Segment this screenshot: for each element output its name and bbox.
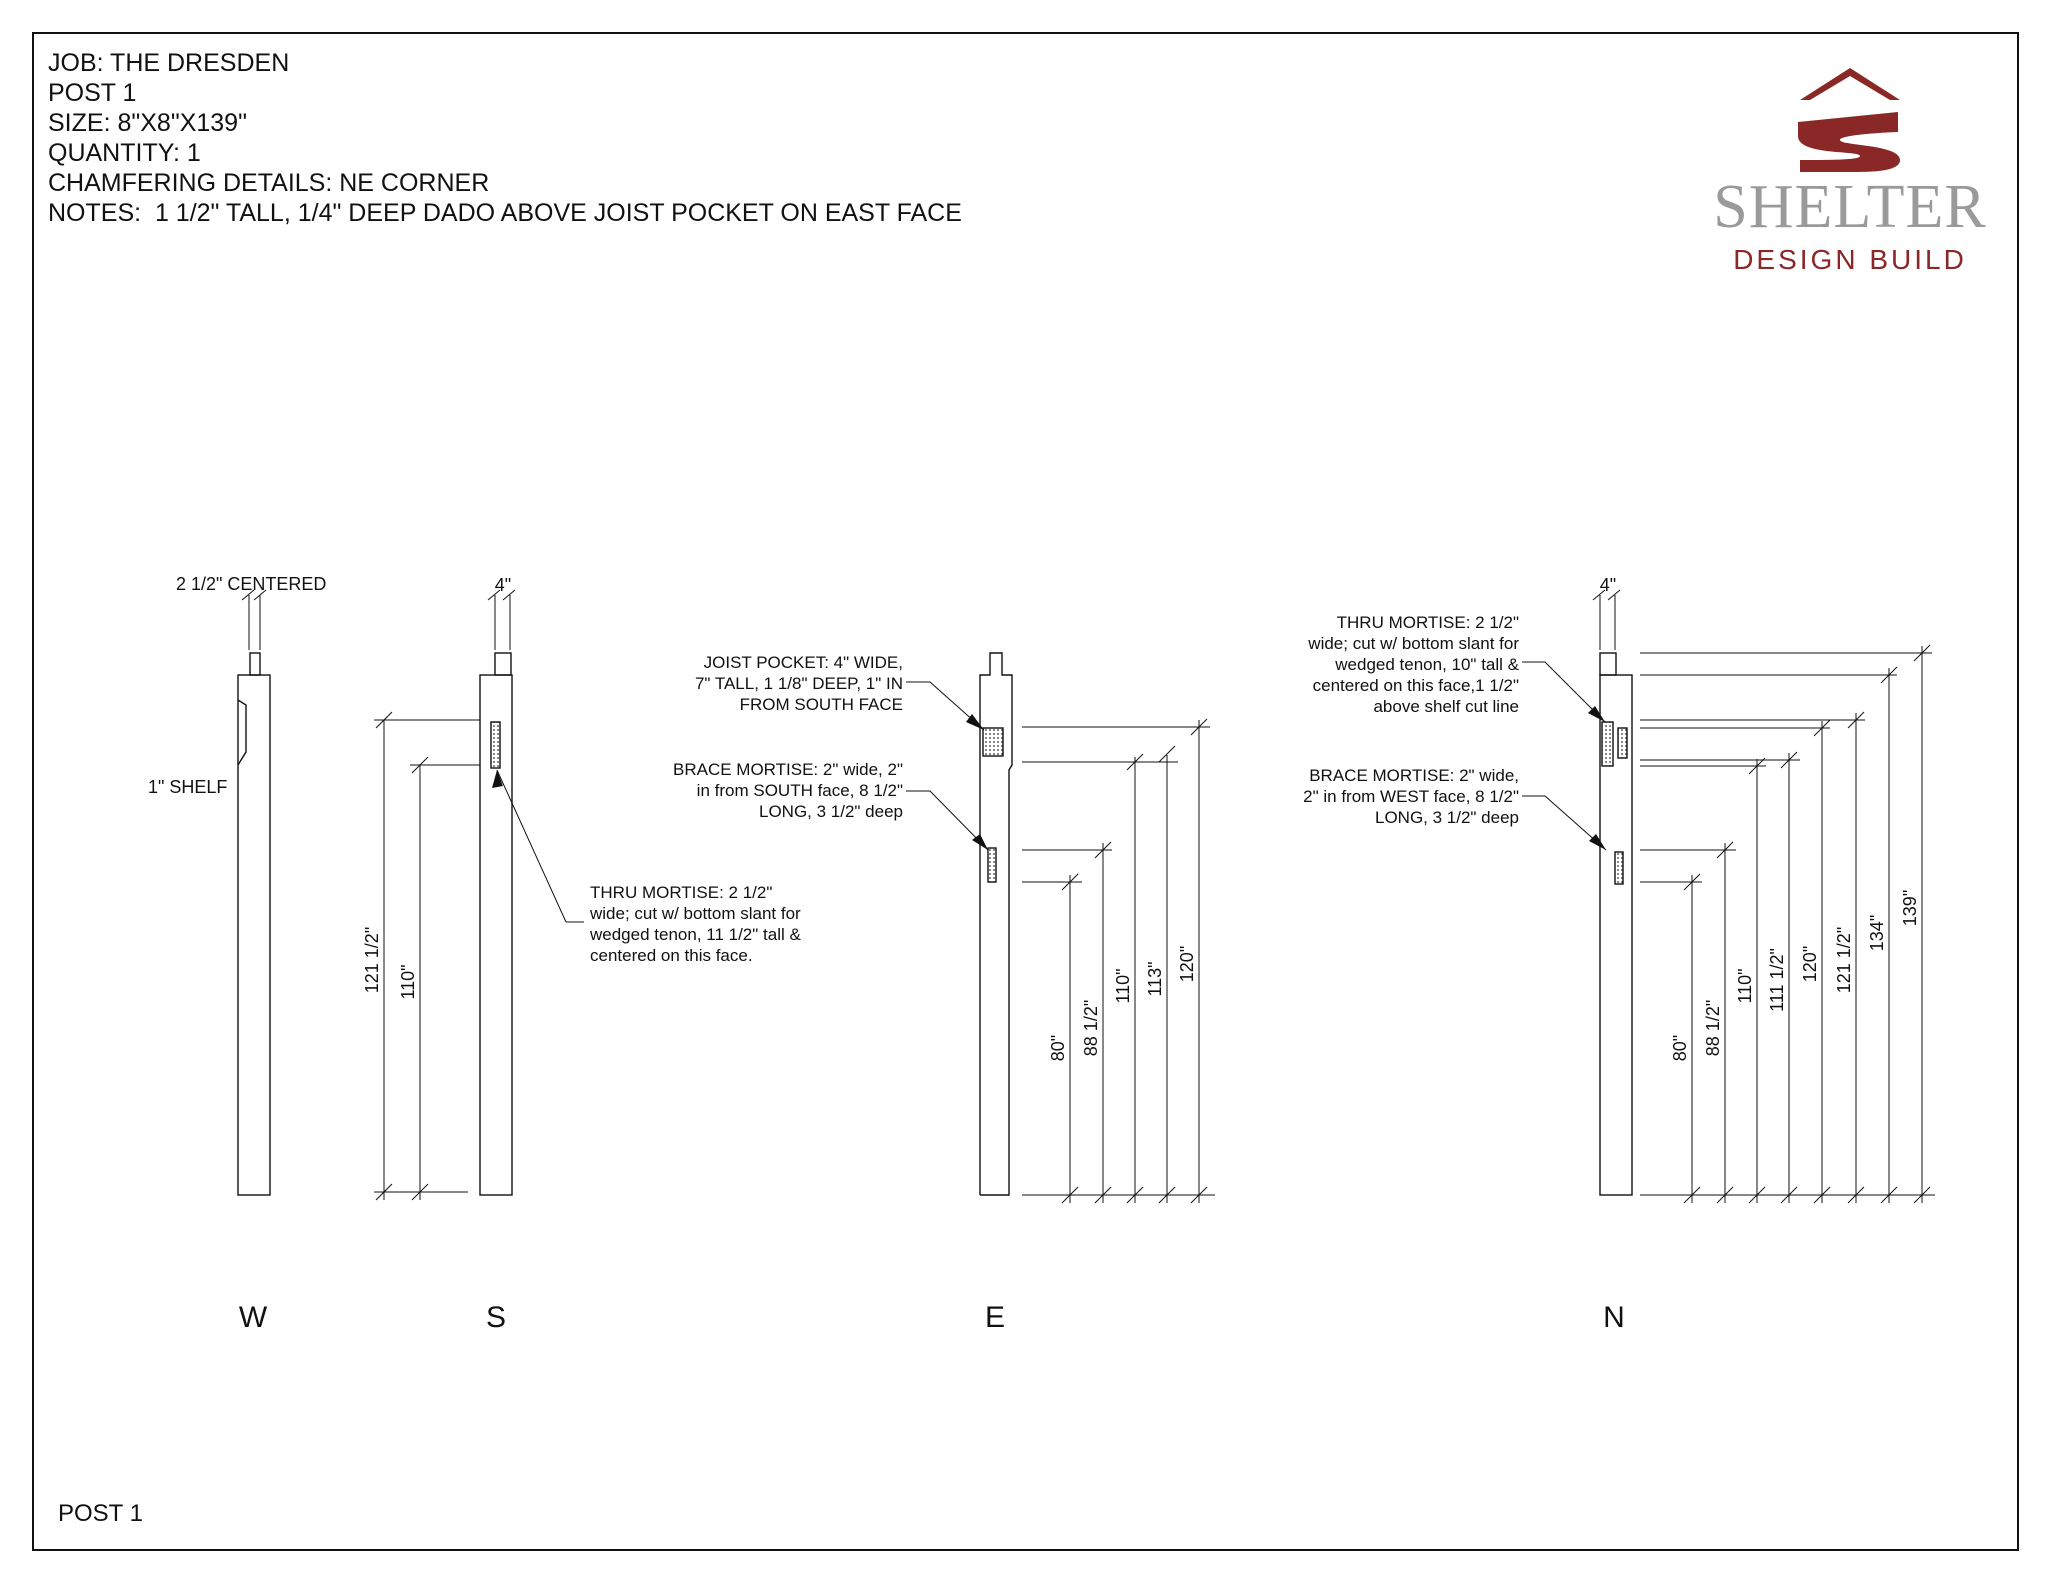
job-line: JOB: THE DRESDEN xyxy=(48,49,290,77)
west-centered-note: 2 1/2" CENTERED xyxy=(176,574,327,594)
footer-post-label: POST 1 xyxy=(58,1500,143,1527)
north-view xyxy=(1522,590,1935,1203)
north-thru-mortise xyxy=(1602,722,1613,766)
svg-text:120": 120" xyxy=(1800,945,1820,983)
east-brace-mortise xyxy=(988,848,996,882)
west-post-outline xyxy=(238,675,270,1195)
east-joist-pocket xyxy=(983,728,1003,756)
svg-text:wedged tenon, 11 1/2" tall &: wedged tenon, 11 1/2" tall & xyxy=(590,925,801,944)
west-view xyxy=(238,590,270,1195)
svg-text:113": 113" xyxy=(1145,961,1165,997)
west-tenon xyxy=(250,653,260,675)
face-label-west: W xyxy=(238,1301,268,1334)
svg-text:110": 110" xyxy=(1735,968,1755,1004)
south-tenon xyxy=(495,653,511,675)
south-thru-mortise xyxy=(491,722,500,768)
svg-text:THRU MORTISE: 2 1/2": THRU MORTISE: 2 1/2" xyxy=(590,883,773,902)
svg-text:BRACE MORTISE: 2" wide, 2": BRACE MORTISE: 2" wide, 2" xyxy=(673,760,903,779)
north-tenon xyxy=(1600,653,1616,675)
svg-text:in from SOUTH face, 8 1/2": in from SOUTH face, 8 1/2" xyxy=(696,781,903,800)
svg-text:wedged tenon, 10" tall &: wedged tenon, 10" tall & xyxy=(1335,655,1519,674)
north-width-dim: 4" xyxy=(1599,575,1617,595)
north-brace-callout xyxy=(1303,766,1519,827)
notes-line: NOTES: 1 1/2" TALL, 1/4" DEEP DADO ABOVE JOIST POCKET ON EAST FACE xyxy=(48,199,962,227)
quantity-line: QUANTITY: 1 xyxy=(48,139,201,167)
svg-text:80": 80" xyxy=(1048,1034,1068,1062)
svg-text:7" TALL, 1 1/8" DEEP, 1" IN: 7" TALL, 1 1/8" DEEP, 1" IN xyxy=(694,674,903,693)
svg-text:139": 139" xyxy=(1900,889,1920,927)
west-shelf-note: 1" SHELF xyxy=(148,777,228,797)
south-view xyxy=(374,590,584,1200)
south-dim-110: 110" xyxy=(398,964,418,1000)
svg-text:FROM SOUTH FACE: FROM SOUTH FACE xyxy=(739,695,903,714)
svg-text:120": 120" xyxy=(1177,945,1197,983)
svg-text:wide; cut w/ bottom slant for: wide; cut w/ bottom slant for xyxy=(1308,634,1519,653)
face-label-north: N xyxy=(1603,1301,1625,1334)
svg-text:JOIST POCKET: 4" WIDE,: JOIST POCKET: 4" WIDE, xyxy=(703,653,903,672)
svg-text:centered on this face,1 1/2": centered on this face,1 1/2" xyxy=(1312,676,1519,695)
svg-text:THRU MORTISE: 2 1/2": THRU MORTISE: 2 1/2" xyxy=(1336,613,1519,632)
svg-text:wide; cut w/ bottom slant for: wide; cut w/ bottom slant for xyxy=(590,904,801,923)
logo-word-design-build: DESIGN BUILD xyxy=(1733,244,1967,275)
svg-text:111 1/2": 111 1/2" xyxy=(1767,948,1787,1012)
north-thru-callout xyxy=(1307,613,1519,716)
face-label-south: S xyxy=(485,1301,507,1334)
logo-word-shelter: SHELTER xyxy=(1713,173,1987,241)
south-callout xyxy=(589,883,801,965)
svg-text:LONG, 3 1/2" deep: LONG, 3 1/2" deep xyxy=(758,802,903,821)
svg-text:134": 134" xyxy=(1867,914,1887,952)
chamfering-line: CHAMFERING DETAILS: NE CORNER xyxy=(48,169,490,197)
svg-text:110": 110" xyxy=(1113,968,1133,1004)
north-dims xyxy=(1670,890,1920,1061)
svg-text:121 1/2": 121 1/2" xyxy=(1834,926,1854,994)
south-width-dim: 4" xyxy=(494,575,512,595)
post-line: POST 1 xyxy=(48,79,137,107)
svg-text:2" in from WEST face, 8 1/2": 2" in from WEST face, 8 1/2" xyxy=(1303,787,1519,806)
south-dim-121-5: 121 1/2" xyxy=(362,926,382,994)
face-label-east: E xyxy=(984,1301,1006,1334)
svg-text:88 1/2": 88 1/2" xyxy=(1081,999,1101,1057)
east-view xyxy=(906,653,1215,1203)
size-line: SIZE: 8"X8"X139" xyxy=(48,109,247,137)
svg-text:88 1/2": 88 1/2" xyxy=(1703,999,1723,1057)
svg-text:above shelf cut line: above shelf cut line xyxy=(1373,697,1519,716)
svg-text:centered on this face.: centered on this face. xyxy=(590,946,753,965)
north-brace-mortise xyxy=(1615,852,1623,884)
svg-text:BRACE MORTISE: 2" wide,: BRACE MORTISE: 2" wide, xyxy=(1309,766,1519,785)
east-joist-callout xyxy=(695,653,903,714)
east-brace-callout xyxy=(673,760,903,821)
svg-text:LONG, 3 1/2" deep: LONG, 3 1/2" deep xyxy=(1374,808,1519,827)
north-dado xyxy=(1618,728,1627,758)
west-shelf-cut xyxy=(238,700,246,765)
svg-text:80": 80" xyxy=(1670,1034,1690,1062)
